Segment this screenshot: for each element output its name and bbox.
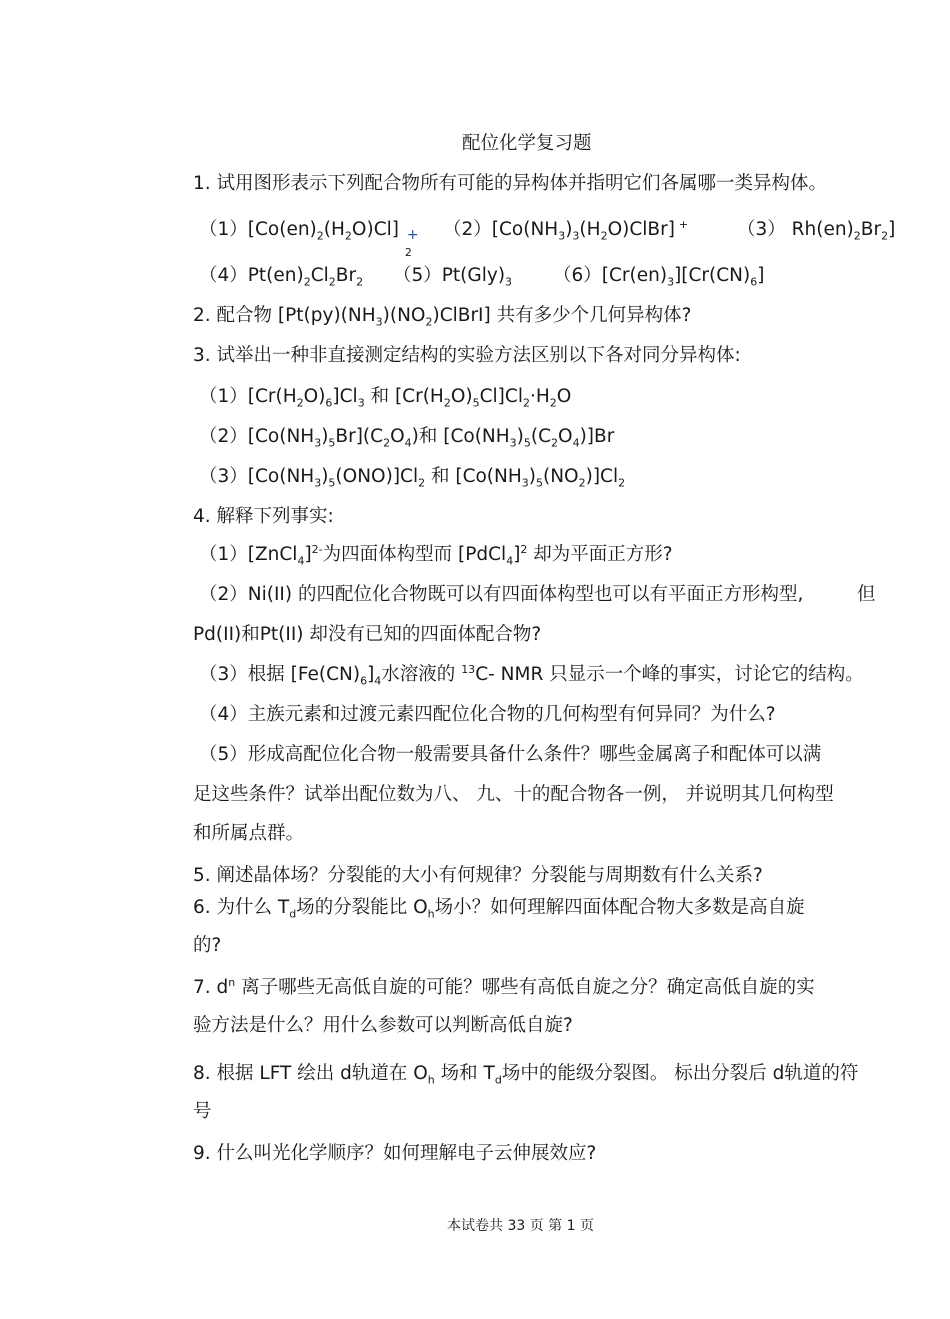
question-4-stem: 4. 解释下列事实: bbox=[193, 506, 334, 527]
question-3-item-3: $(3)[Co(NH_3)_5(ONO)]Cl_2$ 和 $[Co(NH_3)_5(NO_2)]Cl_2$ bbox=[199, 466, 626, 490]
question-1-item-1: $(1)[Co(en)_2(H_2O)Cl]$ + 2 bbox=[199, 218, 419, 242]
question-1-item-3: （3） $Rh(en)_2Br_2$] bbox=[737, 219, 896, 243]
question-7-line-2: 验方法是什么？用什么参数可以判断高低自旋? bbox=[193, 1015, 573, 1036]
question-4-item-3: （3）根据 $[Fe(CN)_6]_4$水溶液的 $^{13}$C- NMR 只显示一个峰的事实，讨论它的结构。 bbox=[199, 662, 864, 688]
question-4-item-4: （4）主族元素和过渡元素四配位化合物的几何构型有何异同？为什么? bbox=[199, 704, 776, 725]
question-3-item-2: $(2)[Co(NH_3)_5Br](C_2O_4)$和 $[Co(NH_3)_5(C_2O_4)]Br$ bbox=[199, 426, 615, 450]
question-6: 6. 为什么 $T_d$场的分裂能比 $O_h$场小？如何理解四面体配合物大多数是高自旋 bbox=[193, 897, 805, 921]
charge-superscript: + bbox=[406, 227, 419, 243]
question-1-item-5: $(5)Pt(Gly)_3$ bbox=[393, 265, 513, 289]
question-4-item-5-line-1: （5）形成高配位化合物一般需要具备什么条件？哪些金属离子和配体可以满 bbox=[199, 744, 822, 765]
charge-subscript: 2 bbox=[404, 246, 412, 259]
question-1-item-4: $(4)Pt(en)_2Cl_2Br_2$ bbox=[199, 265, 364, 289]
question-6-line-2: 的? bbox=[193, 935, 222, 956]
question-9: 9. 什么叫光化学顺序？如何理解电子云伸展效应? bbox=[193, 1143, 597, 1164]
question-8-line-2: 号 bbox=[193, 1101, 212, 1122]
question-4-item-5-line-2: 足这些条件？试举出配位数为八、 九、十的配合物各一例， 并说明其几何构型 bbox=[193, 784, 834, 805]
page-title: 配位化学复习题 bbox=[462, 133, 592, 154]
question-1-item-2: $(2)[Co(NH_3)_3(H_2O)ClBr]$ + bbox=[443, 217, 689, 243]
question-3-stem: 3. 试举出一种非直接测定结构的实验方法区别以下各对同分异构体: bbox=[193, 345, 741, 366]
question-3-item-1: $(1)[Cr(H_2O)_6]Cl_3$ 和 $[Cr(H_2O)_5Cl]Cl_2\cdot H_2O$ bbox=[199, 386, 572, 410]
question-2: 2. 配合物 $[Pt(py)(NH_3)(NO_2)ClBrI]$ 共有多少个几何异构体? bbox=[193, 305, 692, 329]
question-7: 7. $d^n$ 离子哪些无高低自旋的可能？哪些有高低自旋之分？确定高低自旋的实 bbox=[193, 975, 815, 998]
question-4-item-2-tail: 但 bbox=[857, 584, 876, 605]
question-1-item-6: $(6)[Cr(en)_3][Cr(CN)_6]$ bbox=[553, 265, 765, 289]
question-4-item-2-line-2: Pd(II)和Pt(II) 却没有已知的四面体配合物? bbox=[193, 624, 542, 645]
question-5: 5. 阐述晶体场？分裂能的大小有何规律？分裂能与周期数有什么关系? bbox=[193, 865, 763, 886]
question-4-item-5-line-3: 和所属点群。 bbox=[193, 823, 305, 844]
question-4-item-1: （1）[ZnCl$_4$]$^{2-}$为四面体构型而 [PdCl$_4$]$^2$ 却为平面正方形? bbox=[199, 542, 673, 568]
question-1-stem: 1. 试用图形表示下列配合物所有可能的异构体并指明它们各属哪一类异构体。 bbox=[193, 173, 828, 194]
page-footer: 本试卷共 33 页 第 1 页 bbox=[447, 1218, 594, 1234]
question-8: 8. 根据 LFT 绘出 d轨道在 $O_h$ 场和 $T_d$场中的能级分裂图。 标出分裂后 d轨道的符 bbox=[193, 1063, 859, 1087]
question-4-item-2-line-1: （2）Ni(II) 的四配位化合物既可以有四面体构型也可以有平面正方形构型, bbox=[199, 584, 804, 605]
